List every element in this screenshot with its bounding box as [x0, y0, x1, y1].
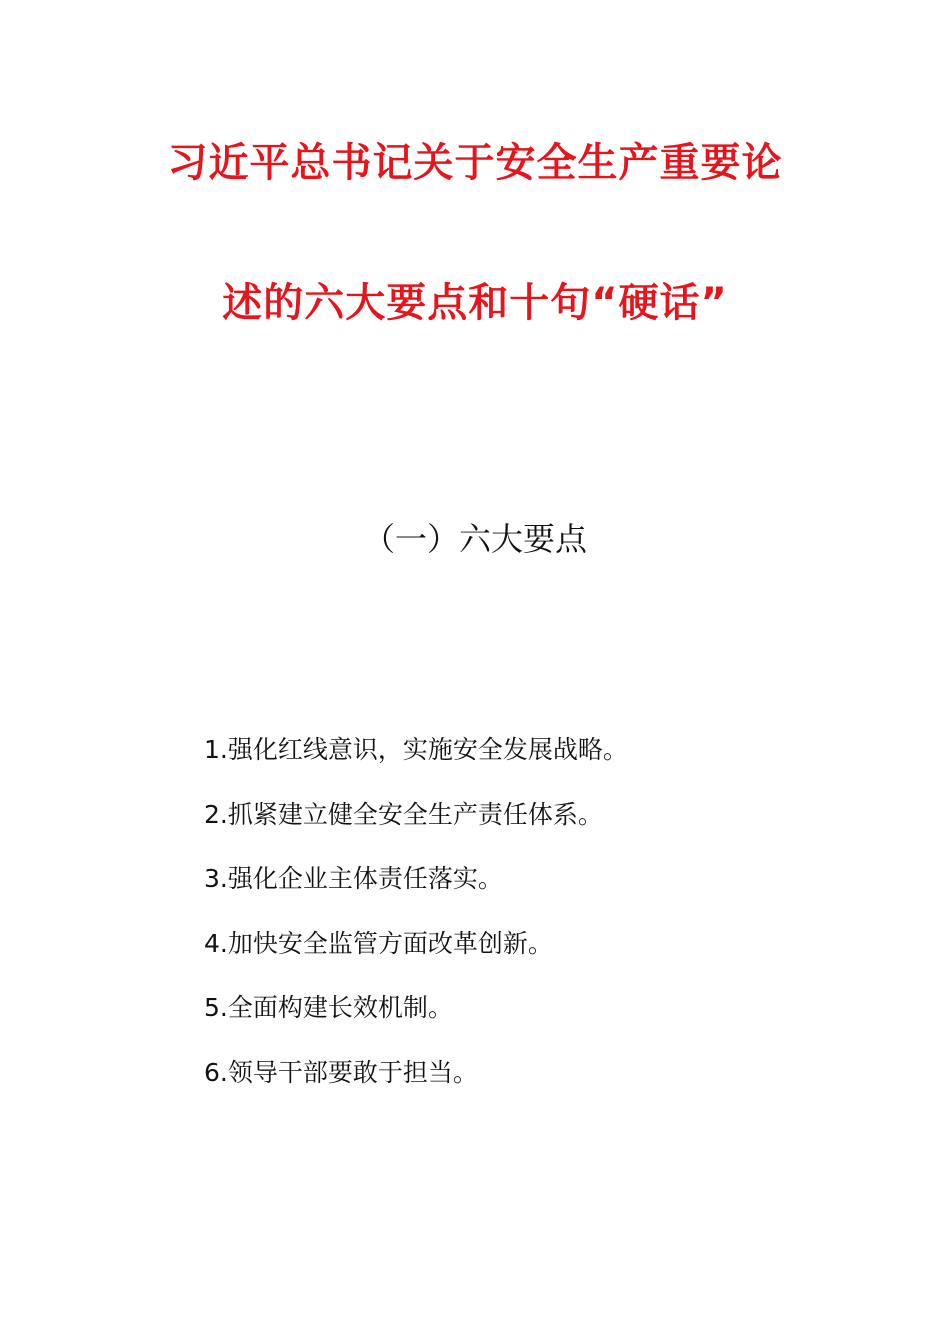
key-point-4: 4.加快安全监管方面改革创新。 [204, 928, 553, 958]
section-heading: （一）六大要点 [362, 520, 587, 558]
key-point-1: 1.强化红线意识，实施安全发展战略。 [204, 735, 628, 764]
document-title-line-2: 述的六大要点和十句“硬话” [222, 280, 728, 326]
key-point-3: 3.强化企业主体责任落实。 [204, 864, 503, 894]
key-points-list [204, 730, 628, 1118]
key-point-2: 2.抓紧建立健全安全生产责任体系。 [204, 799, 603, 829]
key-point-6: 6.领导干部要敢于担当。 [204, 1057, 478, 1087]
key-point-5: 5.全面构建长效机制。 [204, 993, 453, 1023]
document-title-line-1: 习近平总书记关于安全生产重要论 [167, 140, 783, 186]
